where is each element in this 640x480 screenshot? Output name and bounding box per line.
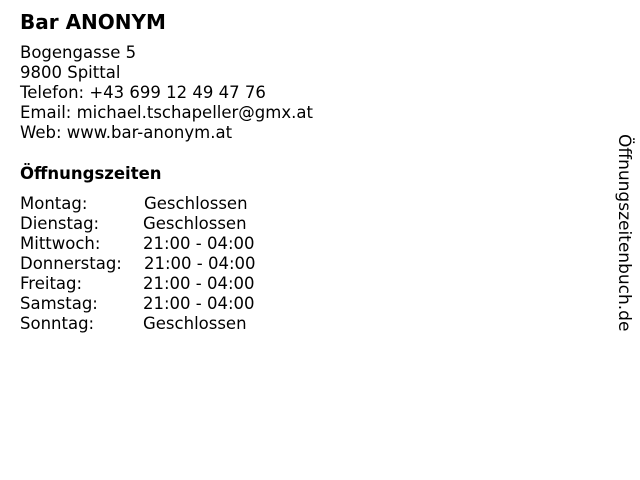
day-label: Dienstag: <box>20 214 100 233</box>
web-line: Web: www.bar-anonym.at <box>20 123 233 142</box>
day-label: Donnerstag: <box>20 254 122 273</box>
hours-value: Geschlossen <box>143 314 247 333</box>
hours-value: 21:00 - 04:00 <box>143 274 255 293</box>
hours-value: 21:00 - 04:00 <box>143 234 255 253</box>
email-line: Email: michael.tschapeller@gmx.at <box>20 103 313 122</box>
day-label: Freitag: <box>20 274 83 293</box>
street-address: Bogengasse 5 <box>20 43 137 62</box>
postal-city: 9800 Spittal <box>20 63 121 82</box>
hours-value: 21:00 - 04:00 <box>144 254 256 273</box>
business-name: Bar ANONYM <box>20 10 166 34</box>
site-watermark: Öffnungszeitenbuch.de <box>614 134 634 332</box>
hours-value: Geschlossen <box>143 214 247 233</box>
phone-line: Telefon: +43 699 12 49 47 76 <box>20 83 266 102</box>
day-label: Montag: <box>20 194 88 213</box>
contact-details <box>20 43 313 143</box>
day-label: Sonntag: <box>20 314 95 333</box>
hours-value: 21:00 - 04:00 <box>143 294 255 313</box>
day-label: Samstag: <box>20 294 98 313</box>
hours-value: Geschlossen <box>144 194 248 213</box>
day-label: Mittwoch: <box>20 234 101 253</box>
opening-hours-heading: Öffnungszeiten <box>20 164 162 183</box>
